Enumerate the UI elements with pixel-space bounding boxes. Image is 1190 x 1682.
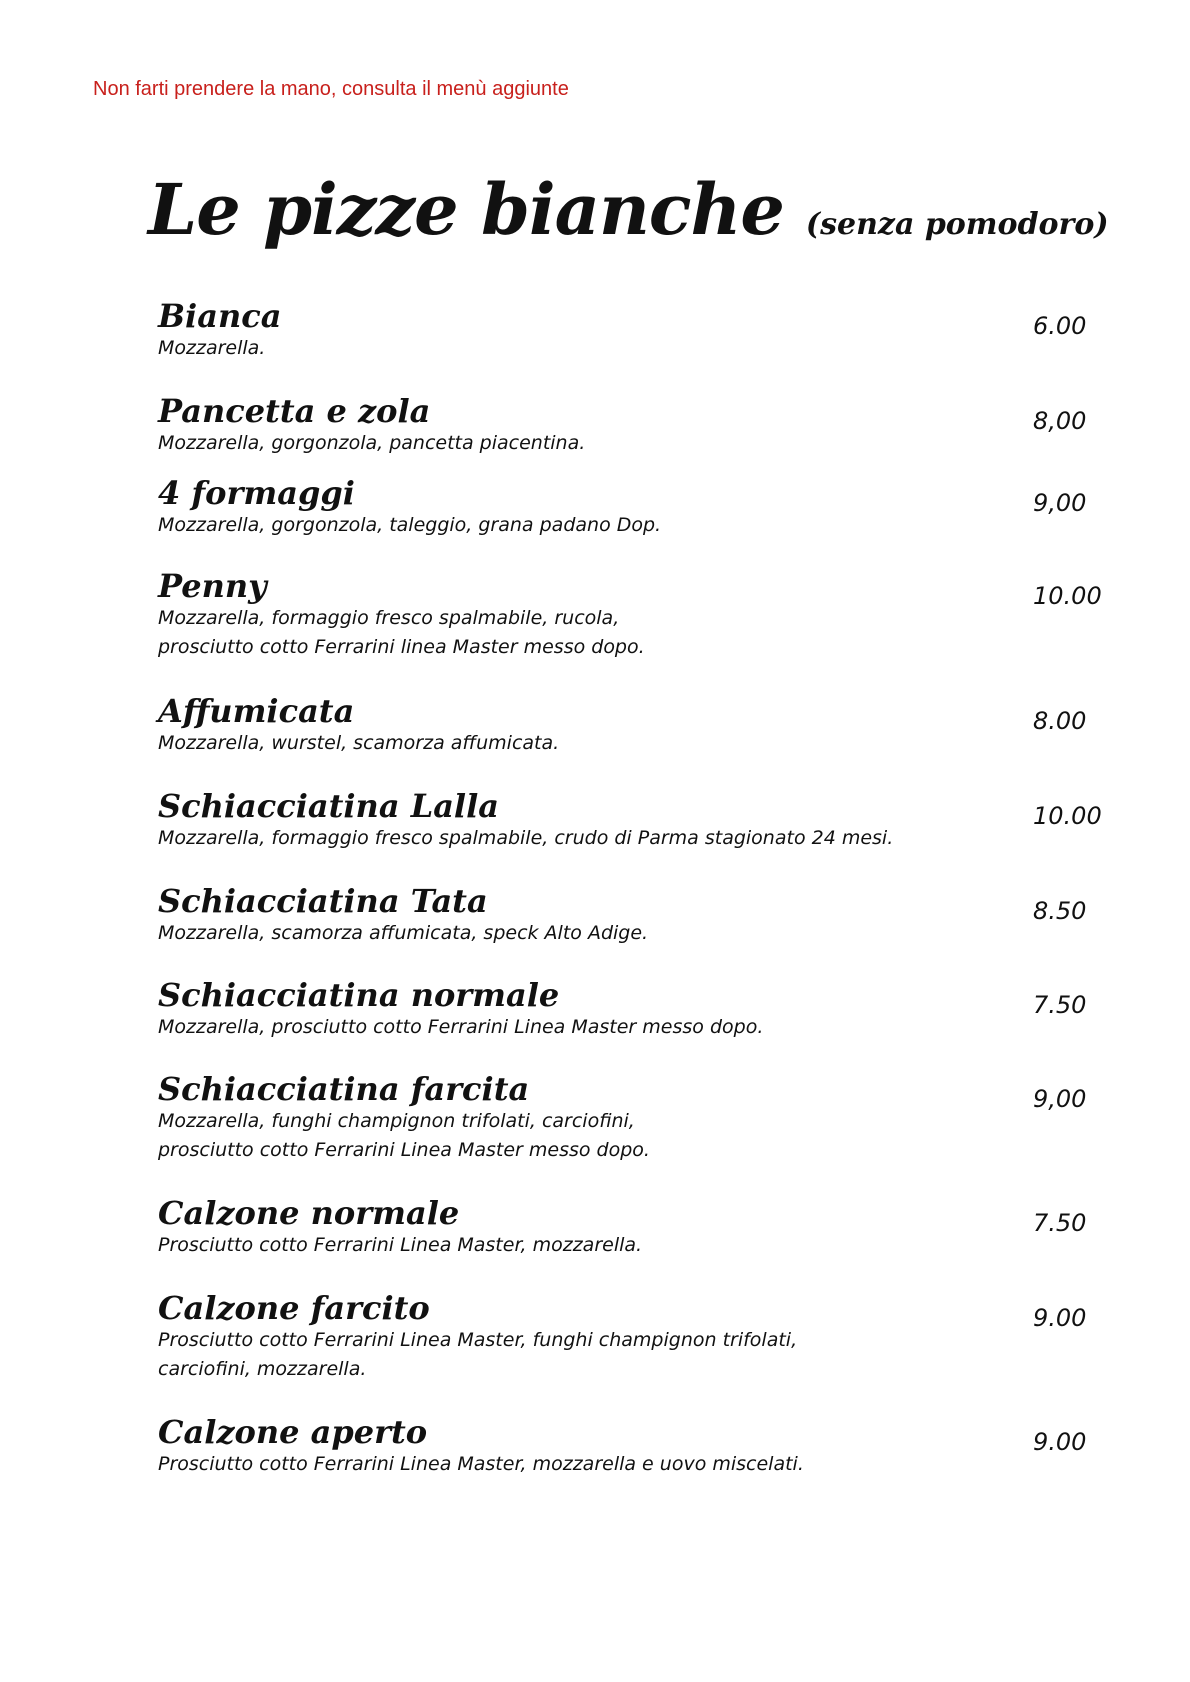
item-description: Prosciutto cotto Ferrarini Linea Master, mozzarella e uovo miscelati. (158, 1453, 804, 1475)
menu-item-4-formaggi (158, 475, 1108, 540)
item-description: Mozzarella. (158, 337, 266, 359)
item-description: Mozzarella, prosciutto cotto Ferrarini Linea Master messo dopo. (158, 1016, 764, 1038)
item-price: 9,00 (1033, 489, 1087, 517)
item-price: 8.50 (1033, 897, 1087, 925)
menu-notice: Non farti prendere la mano, consulta il menù aggiunte (93, 78, 569, 100)
item-name: Calzone normale (158, 1194, 460, 1232)
item-name: Schiacciatina Tata (158, 882, 488, 920)
item-name: Bianca (158, 297, 282, 335)
menu-item-schiacciatina-farcita (158, 1071, 1108, 1165)
menu-item-calzone-normale (158, 1195, 1108, 1260)
page-header (148, 168, 1109, 251)
item-price: 7.50 (1033, 1209, 1087, 1237)
item-description-line-2: prosciutto cotto Ferrarini linea Master messo dopo. (158, 636, 645, 658)
item-price: 9.00 (1033, 1304, 1087, 1332)
item-name: Schiacciatina Lalla (158, 787, 499, 825)
item-price: 9,00 (1033, 1085, 1087, 1113)
item-description: Mozzarella, formaggio fresco spalmabile, rucola, (158, 607, 620, 629)
item-name: Pancetta e zola (158, 392, 431, 430)
menu-item-calzone-farcito (158, 1290, 1108, 1384)
menu-item-affumicata (158, 693, 1108, 758)
page-title: Le pizze bianche (148, 168, 784, 251)
item-description: Mozzarella, gorgonzola, taleggio, grana padano Dop. (158, 514, 662, 536)
item-name: Penny (158, 567, 267, 605)
item-name: Schiacciatina farcita (158, 1070, 530, 1108)
menu-item-schiacciatina-normale (158, 977, 1108, 1042)
page-subtitle: (senza pomodoro) (805, 207, 1109, 242)
item-description-line-2: carciofini, mozzarella. (158, 1358, 367, 1380)
item-price: 6.00 (1033, 312, 1087, 340)
item-description: Mozzarella, formaggio fresco spalmabile, crudo di Parma stagionato 24 mesi. (158, 827, 894, 849)
item-price: 8,00 (1033, 407, 1087, 435)
item-description: Mozzarella, funghi champignon trifolati, carciofini, (158, 1110, 635, 1132)
item-name: 4 formaggi (158, 474, 355, 512)
item-name: Affumicata (158, 692, 355, 730)
item-price: 10.00 (1033, 802, 1102, 830)
item-price: 10.00 (1033, 582, 1102, 610)
item-description: Mozzarella, scamorza affumicata, speck Alto Adige. (158, 922, 649, 944)
menu-item-schiacciatina-tata (158, 883, 1108, 948)
item-price: 7.50 (1033, 991, 1087, 1019)
item-price: 9.00 (1033, 1428, 1087, 1456)
menu-item-pancetta-e-zola (158, 393, 1108, 458)
menu-item-penny (158, 568, 1108, 662)
item-price: 8.00 (1033, 707, 1087, 735)
item-name: Calzone aperto (158, 1413, 428, 1451)
item-name: Calzone farcito (158, 1289, 430, 1327)
item-description-line-2: prosciutto cotto Ferrarini Linea Master messo dopo. (158, 1139, 650, 1161)
item-description: Prosciutto cotto Ferrarini Linea Master, funghi champignon trifolati, (158, 1329, 798, 1351)
item-description: Mozzarella, gorgonzola, pancetta piacentina. (158, 432, 586, 454)
menu-item-bianca (158, 298, 1108, 363)
menu-item-schiacciatina-lalla (158, 788, 1108, 853)
item-description: Prosciutto cotto Ferrarini Linea Master, mozzarella. (158, 1234, 643, 1256)
item-description: Mozzarella, wurstel, scamorza affumicata. (158, 732, 560, 754)
menu-item-calzone-aperto (158, 1414, 1108, 1479)
item-name: Schiacciatina normale (158, 976, 560, 1014)
